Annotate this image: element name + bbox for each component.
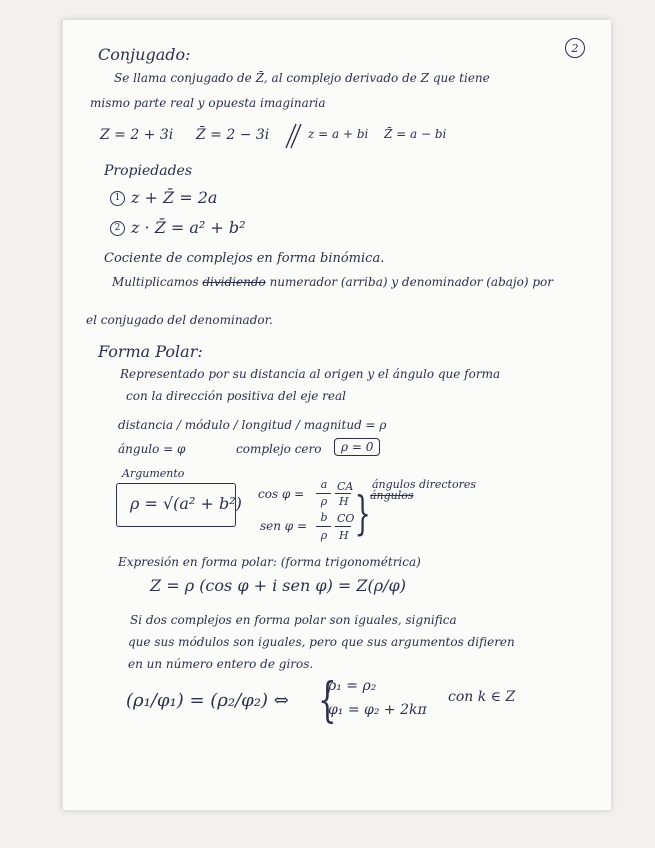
cos-numerator: a: [320, 478, 328, 491]
complejo-cero-label: complejo cero: [236, 442, 322, 456]
polar-line2: con la dirección positiva del eje real: [126, 389, 347, 403]
cos-fraction-bar: [316, 493, 331, 494]
angulos-directores: ángulos directores: [372, 478, 476, 491]
section-title-propiedades: Propiedades: [104, 163, 193, 179]
equality-brace: {: [318, 672, 337, 728]
iguales-line2: que sus módulos son iguales, pero que sus argumentos difieren: [128, 635, 515, 649]
property-1: [110, 190, 217, 206]
cos-label: cos φ =: [258, 487, 305, 501]
property-2: [110, 220, 246, 236]
conjugado-definition-line1: Se llama conjugado de Z̄, al complejo derivado de Z que tiene: [114, 71, 490, 85]
cos-h: H: [339, 495, 349, 508]
expresion-formula: Z = ρ (cos φ + i sen φ) = Z(ρ/φ): [150, 576, 406, 595]
sen-fraction-bar: [316, 526, 331, 527]
cociente-rest: numerador (arriba) y denominador (abajo) por: [269, 275, 553, 289]
example-z: Z = 2 + 3i: [100, 127, 174, 143]
page-number: 2: [565, 38, 585, 58]
sen-h: H: [339, 529, 349, 542]
equality-bottom: φ₁ = φ₂ + 2kπ: [328, 702, 427, 718]
angulos-crossed: ángulos: [370, 489, 414, 502]
equality-lhs: (ρ₁/φ₁) = (ρ₂/φ₂) ⇔: [126, 690, 289, 711]
property-2-number: 2: [110, 221, 125, 236]
angles-brace: }: [354, 486, 371, 540]
example-zbar: Z̄ = 2 − 3i: [196, 127, 270, 143]
polar-distancia: distancia / módulo / longitud / magnitud = ρ: [118, 418, 387, 432]
sen-numerator: b: [320, 511, 328, 524]
cos-ca: CA: [337, 480, 354, 493]
cociente-title: Cociente de complejos en forma binómica.: [104, 251, 385, 266]
section-title-forma-polar: Forma Polar:: [98, 342, 203, 361]
rho-zero-box: ρ = 0: [334, 438, 380, 456]
cociente-multiplicamos: Multiplicamos: [112, 275, 199, 289]
sen-co: CO: [337, 512, 355, 525]
rho-formula: ρ = √(a² + b²): [130, 494, 242, 513]
cociente-crossed-word: dividiendo: [202, 275, 266, 289]
definition-zbar: Z̄ = a − bi: [384, 127, 447, 141]
cociente-line2: [112, 276, 553, 288]
equality-top: ρ₁ = ρ₂: [328, 678, 377, 694]
cos-ca-bar: [335, 493, 351, 494]
sen-label: sen φ =: [260, 519, 308, 533]
property-1-text: z + Z̄ = 2a: [131, 188, 218, 207]
section-title-conjugado: Conjugado:: [98, 45, 191, 64]
cociente-line3: el conjugado del denominador.: [86, 313, 273, 327]
definition-z: z = a + bi: [308, 127, 369, 141]
sen-denominator: ρ: [320, 529, 328, 542]
argumento-label: Argumento: [122, 467, 185, 480]
sen-co-bar: [335, 526, 351, 527]
property-1-number: 1: [110, 191, 125, 206]
expresion-forma-polar: Expresión en forma polar: (forma trigonométrica): [118, 555, 421, 569]
conjugado-definition-line2: mismo parte real y opuesta imaginaria: [90, 96, 326, 110]
polar-angulo: ángulo = φ: [118, 442, 186, 456]
separator-slashes: [282, 123, 302, 149]
iguales-line1: Si dos complejos en forma polar son iguales, significa: [130, 613, 457, 627]
cos-denominator: ρ: [320, 495, 328, 508]
polar-line1: Representado por su distancia al origen y el ángulo que forma: [120, 367, 501, 381]
property-2-text: z · Z̄ = a² + b²: [131, 218, 246, 237]
iguales-line3: en un número entero de giros.: [128, 657, 314, 671]
equality-k-integer: con k ∈ Z: [448, 689, 516, 705]
